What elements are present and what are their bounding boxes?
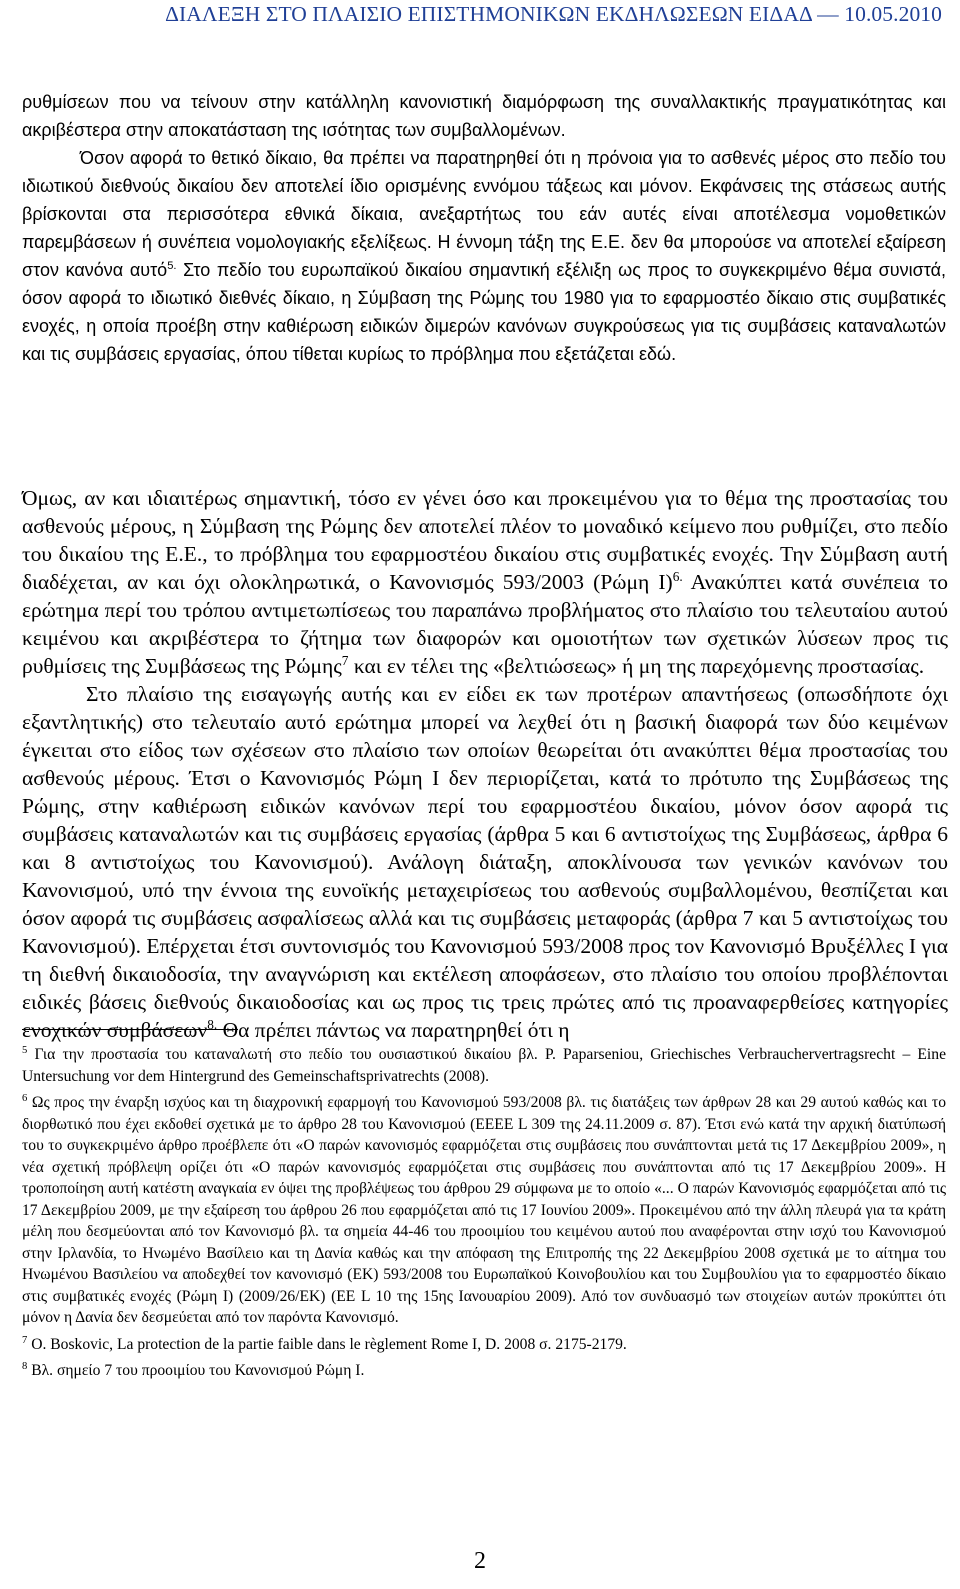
body-text-part1: ρυθμίσεων που να τείνουν στην κατάλληλη κανονιστική διαμόρφωση της συναλλακτικής πραγματικότητας και ακριβέστερα στην αποκατάσταση της ισότητας των συμβαλλομένων. bbox=[22, 92, 946, 140]
body-text-part6: και εν τέλει της «βελτιώσεως» ή μη της παρεχόμενης προστασίας. bbox=[348, 654, 925, 678]
body-paragraphs-serif bbox=[22, 484, 948, 1044]
footnote-5 bbox=[22, 1044, 946, 1087]
footnote-text: O. Boskovic, La protection de la partie faible dans le règlement Rome I, D. 2008 σ. 2175-2179. bbox=[31, 1335, 627, 1353]
footnote-7 bbox=[22, 1334, 946, 1356]
body-text-para2a: Στο πλαίσιο της εισαγωγής αυτής και εν είδει εκ των προτέρων απαντήσεως (οπωσδήποτε όχι εξαντλητικής) στο τελευταίο αυτό ερώτημα μπορεί να λεχθεί ότι η βασική διαφορά των δύο κειμένων έγκειται στο είδος των σχέσεων στο πλαίσιο των οποίων θεωρείται ότι ανακύπτει θέμα προστασίας του ασθενούς μέρους. Έτσι ο Κανονισμός Ρώμη Ι δεν περιορίζεται, κατά το πρότυπο της Συμβάσεως της Ρώμης, στην καθιέρωση ειδικών κανόνων περί του εφαρμοστέου δικαίου, μόνον όσον αφορά τις συμβάσεις καταναλωτών και τις συμβάσεις εργασίας (άρθρα 5 και 6 αντιστοίχως της Συμβάσεως, άρθρα 6 και 8 αντιστοίχως του Κανονισμού). Ανάλογη διάταξη, αποκλίνουσα των γενικών κανόνων του Κανονισμού, υπό την έννοια της ευνοϊκής μεταχειρίσεως του ασθενούς συμβαλλομένου, θεσπίζεται και όσον αφορά τις συμβάσεις ασφαλίσεως αλλά και τις συμβάσεις μεταφοράς (άρθρα 7 και 5 αντιστοίχως του Κανονισμού). Επέρχεται έτσι συντονισμός του Κανονισμού 593/2008 προς τον Κανονισμό Βρυξέλλες Ι για τη διεθνή δικαιοδοσία, την αναγνώριση και εκτέλεση αποφάσεων, στο πλαίσιο του οποίου προβλέπονται ειδικές βάσεις διεθνούς δικαιοδοσίας και ως προς τις τρεις πρώτες από τις προαναφερθείσες κατηγορίες ενοχικών συμβάσεων bbox=[22, 682, 948, 1042]
footnote-number: 8 bbox=[22, 1360, 28, 1372]
footnote-number: 7 bbox=[22, 1334, 28, 1346]
footnote-ref-5[interactable]: 5. bbox=[167, 260, 177, 272]
footnote-6 bbox=[22, 1092, 946, 1329]
footnote-separator bbox=[22, 1029, 238, 1030]
footnote-8 bbox=[22, 1360, 946, 1382]
body-paragraph-sans bbox=[22, 88, 946, 368]
body-text-part4: Όμως, αν και ιδιαιτέρως σημαντική, τόσο εν γένει όσο και προκειμένου για το θέμα της προστασίας του ασθενούς μέρους, η Σύμβαση της Ρώμης δεν αποτελεί πλέον το μοναδικό κείμενο που ρυθμίζει, στο πεδίο του δικαίου της Ε.Ε., το πρόβλημα του εφαρμοστέου δικαίου στις συμβατικές ενοχές. Την Σύμβαση αυτή διαδέχεται, αν και όχι ολοκληρωτικά, ο Κανονισμός 593/2003 (Ρώμη Ι) bbox=[22, 486, 948, 594]
body-paragraph bbox=[22, 484, 948, 680]
page-number: 2 bbox=[474, 1548, 486, 1574]
body-text-para2b: Θα πρέπει πάντως να παρατηρηθεί ότι η bbox=[217, 1018, 570, 1042]
body-paragraph bbox=[22, 680, 948, 1044]
footnotes bbox=[22, 1044, 946, 1387]
footnote-ref-6[interactable]: 6. bbox=[672, 568, 683, 584]
body-text-part2: Όσον αφορά το θετικό δίκαιο, θα πρέπει να παρατηρηθεί ότι η πρόνοια για το ασθενές μέρος στο πεδίο του ιδιωτικού διεθνούς δικαίου δεν αποτελεί ίδιο ορισμένης εννόμου τάξεως και μόνον. Εκφάνσεις της στάσεως αυτής βρίσκονται στα περισσότερα εθνικά δίκαια, ανεξαρτήτως του εάν αυτές είναι αποτέλεσμα νομοθετικών παρεμβάσεων ή συνέπεια νομολογιακής εξελίξεως. Η έννομη τάξη της Ε.Ε. δεν θα μπορούσε να αποτελεί εξαίρεση στον κανόνα αυτό bbox=[22, 148, 946, 280]
footnote-text: Βλ. σημείο 7 του προοιμίου του Κανονισμού Ρώμη Ι. bbox=[31, 1362, 365, 1379]
body-text-part3: Στο πεδίο του ευρωπαϊκού δικαίου σημαντική εξέλιξη ως προς το συγκεκριμένο θέμα συνιστά, όσον αφορά το ιδιωτικό διεθνές δίκαιο, η Σύμβαση της Ρώμης του 1980 για το εφαρμοστέο δίκαιο στις συμβατικές ενοχές, η οποία προέβη στην καθιέρωση ειδικών διμερών κανόνων συγκρούσεως για τις συμβάσεις καταναλωτών και τις συμβάσεις εργασίας, όπου τίθεται κυρίως το πρόβλημα που εξετάζεται εδώ. bbox=[22, 260, 947, 364]
running-header: ΔΙΑΛΕΞΗ ΣΤΟ ΠΛΑΙΣΙΟ ΕΠΙΣΤΗΜΟΝΙΚΩΝ ΕΚΔΗΛΩΣΕΩΝ ΕΙΔΑΔ — 10.05.2010 bbox=[165, 2, 942, 26]
footnote-number: 5 bbox=[22, 1044, 28, 1056]
footnote-text: Ως προς την έναρξη ισχύος και τη διαχρονική εφαρμογή του Κανονισμού 593/2008 βλ. τις διατάξεις των άρθρων 28 και 29 αυτού καθώς και το διορθωτικό που έχει εκδοθεί σχετικά με το άρθρο 28 του Κανονισμού (ΕΕΕΕ L 309 της 24.11.2009 σ. 87). Έτσι ενώ κατά την αρχική διατύπωσή του το συγκεκριμένο άρθρο προέβλεπε ότι «Ο παρών κανονισμός εφαρμόζεται στις συμβάσεις που συνάπτονται μετά τις 17 Δεκεμβρίου 2009», η νέα σχετική πρόβλεψη ορίζει ότι «Ο παρών κανονισμός εφαρμόζεται στις συμβάσεις που συνάπτονται από τις 17 Δεκεμβρίου 2009». Η τροποποίηση αυτή κατέστη αναγκαία εν όψει της προβλέψεως του άρθρου 29 σύμφωνα με το οποίο «... Ο παρών Κανονισμός εφαρμόζεται από τις 17 Δεκεμβρίου 2009, με την εξαίρεση του άρθρου 26 που εφαρμόζεται από τις 17 Ιουνίου 2009». Προκειμένου από την άλλη πλευρά για τα κράτη μέλη που δεσμεύονται από τον Κανονισμό βλ. τα σημεία 44-46 του προοιμίου του κειμένου αυτού που αναφέρονται στην ισχύ του Κανονισμού στην Ιρλανδία, το Ηνωμένο Βασίλειο και τη Δανία καθώς και την απόφαση της Επιτροπής της 22 Δεκεμβρίου 2008 σχετικά με το αίτημα του Ηνωμένου Βασιλείου να αποδεχθεί τον κανονισμό (ΕΚ) 593/2008 του Ευρωπαϊκού Κοινοβουλίου και του Συμβουλίου για το εφαρμοστέο δίκαιο στις συμβατικές ενοχές (Ρώμη Ι) (2009/26/ΕΚ) (ΕΕ L 10 της 15ης Ιανουαρίου 2009). Από τον συνδυασμό των στοιχείων αυτών προκύπτει ότι μόνον η Δανία δεν δεσμεύεται από τον παρόντα Κανονισμό. bbox=[22, 1094, 946, 1326]
footnote-number: 6 bbox=[22, 1092, 28, 1104]
footnote-ref-7[interactable]: 7 bbox=[341, 652, 349, 668]
footnote-ref-8[interactable]: 8. bbox=[207, 1016, 218, 1032]
body-text-part5: Ανακύπτει κατά συνέπεια το ερώτημα περί του τρόπου αντιμετωπίσεως του παραπάνω προβλήματος στο πλαίσιο του τελευταίου αυτού κειμένου και ακριβέστερα το ζήτημα των διαφορών και ομοιοτήτων των σχετικών λύσεων προς τις ρυθμίσεις της Συμβάσεως της Ρώμης bbox=[22, 570, 948, 678]
footnote-text: Για την προστασία του καταναλωτή στο πεδίο του ουσιαστικού δικαίου βλ. P. Paparseniou, Griechisches Verbrauchervertragsrecht – Eine Untersuchung vor dem Hintergrund des Gemeinschaftsprivatrechts (2008). bbox=[22, 1046, 946, 1085]
